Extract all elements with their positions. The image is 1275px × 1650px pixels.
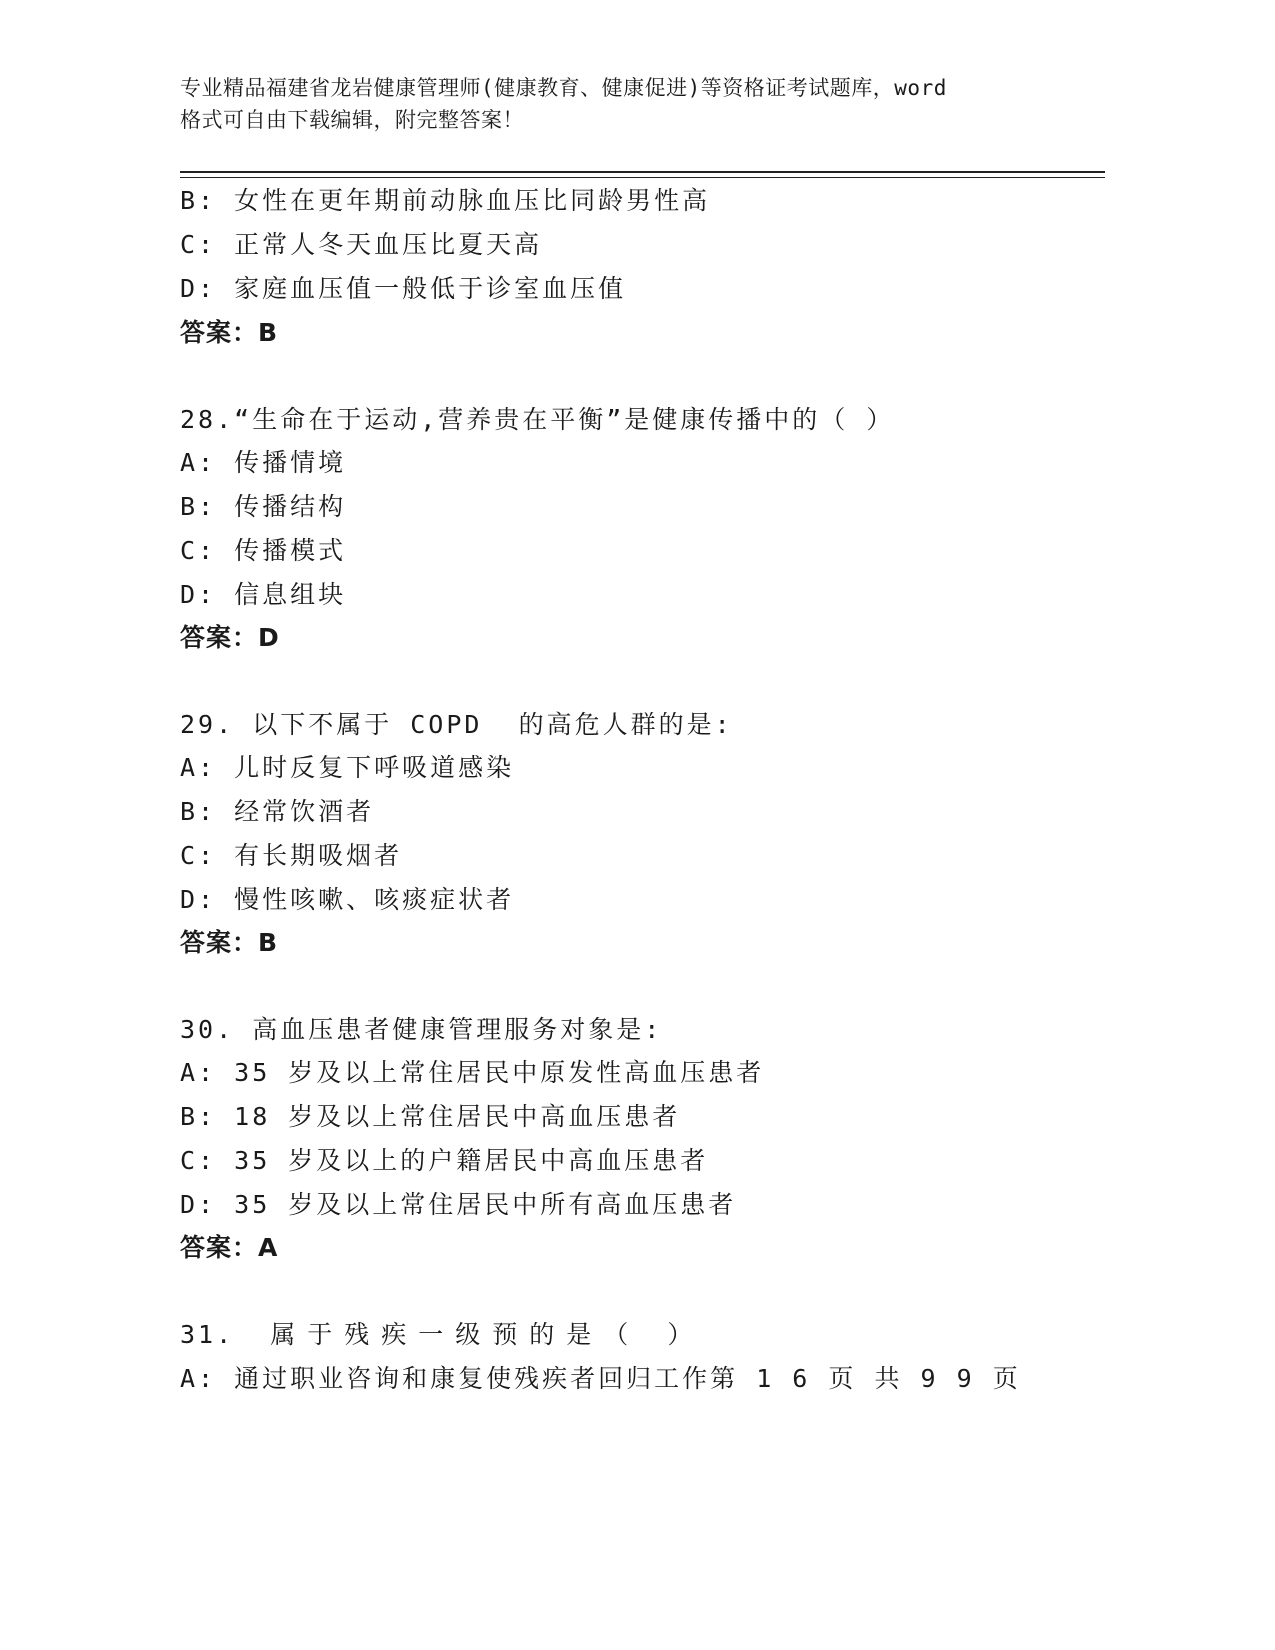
q30-option-b: B: 18 岁及以上常住居民中高血压患者 [180, 1102, 681, 1131]
q31-option-a: A: 通过职业咨询和康复使残疾者回归工作 [180, 1364, 711, 1393]
q30-option-a: A: 35 岁及以上常住居民中原发性高血压患者 [180, 1058, 765, 1087]
q29-question: 29. 以下不属于 COPD 的高危人群的是: [180, 710, 733, 739]
q27-answer: 答案：B [180, 318, 279, 347]
q27-option-d: D: 家庭血压值一般低于诊室血压值 [180, 274, 627, 303]
q29-option-b: B: 经常饮酒者 [180, 797, 375, 826]
q28-question: 28.“生命在于运动,营养贵在平衡”是健康传播中的（ ） [180, 405, 895, 434]
header-line-1: 专业精品福建省龙岩健康管理师(健康教育、健康促进)等资格证考试题库，word [180, 76, 947, 100]
q31-text: 属于残疾一级预的是（ ） [270, 1320, 705, 1349]
q30-question: 30. 高血压患者健康管理服务对象是: [180, 1015, 663, 1044]
q28-option-a: A: 传播情境 [180, 448, 347, 477]
q29-option-a: A: 儿时反复下呼吸道感染 [180, 753, 515, 782]
q30-answer: 答案：A [180, 1233, 279, 1262]
header-divider-thick [180, 171, 1105, 173]
q27-option-c: C: 正常人冬天血压比夏天高 [180, 230, 543, 259]
q30-option-c: C: 35 岁及以上的户籍居民中高血压患者 [180, 1146, 709, 1175]
q28-option-b: B: 传播结构 [180, 492, 347, 521]
q29-option-c: C: 有长期吸烟者 [180, 841, 403, 870]
q29-answer: 答案：B [180, 928, 279, 957]
q31-number: 31. [180, 1320, 235, 1349]
q29-option-d: D: 慢性咳嗽、咳痰症状者 [180, 885, 515, 914]
q30-option-d: D: 35 岁及以上常住居民中所有高血压患者 [180, 1190, 737, 1219]
header-line-2: 格式可自由下载编辑，附完整答案！ [180, 108, 524, 132]
q28-option-d: D: 信息组块 [180, 580, 347, 609]
q28-option-c: C: 传播模式 [180, 536, 347, 565]
document-header [180, 72, 1060, 136]
q27-option-b: B: 女性在更年期前动脉血压比同龄男性高 [180, 186, 711, 215]
header-divider-thin [180, 177, 1105, 178]
q28-answer: 答案：D [180, 623, 280, 652]
page-footer: 第 1 6 页 共 9 9 页 [710, 1364, 1021, 1393]
q31-option-a-row [180, 1364, 1021, 1394]
q31-question [180, 1320, 704, 1350]
